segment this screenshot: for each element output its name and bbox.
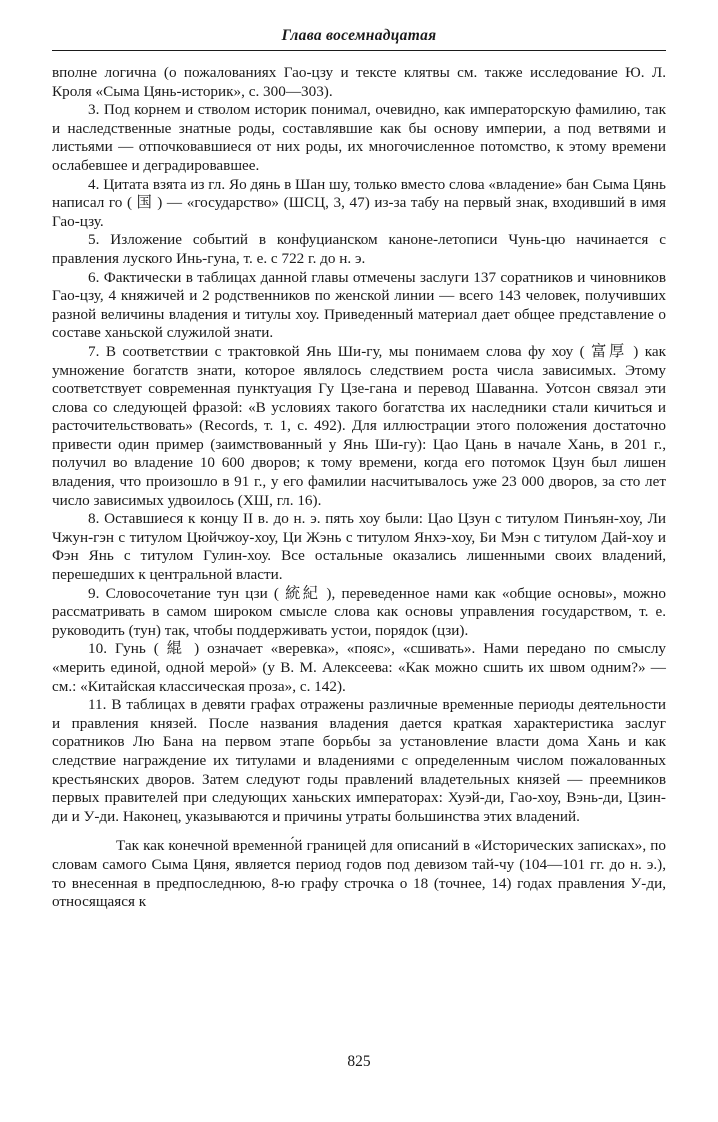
note-3: 3. Под корнем и стволом историк понимал, очевидно, как императорскую фамилию, так и наследственные знатные роды, составлявшие как бы основу империи, а под ветвями и листьями — отпочковавшиеся от них роды, их многочисленное потомство, к этому времени ослабевшее и деградировавшее. [52,101,666,174]
main-text-paragraph: Так как конечной временно́й границей для описаний в «Исторических записках», по словам самого Сыма Цяня, является период годов под девизом тай-чу (104—101 гг. до н. э.), то внесенная в предпоследнюю, 8-ю графу строчка о 18 (точнее, 14) годах правления У-ди, относящаяся к [52,837,666,911]
note-4: 4. Цитата взята из гл. Яо дянь в Шан шу, только вместо слова «владение» бан Сыма Цянь написал го ( 国 ) — «государство» (ШСЦ, 3, 47) из-за табу на первый знак, входивший в имя Гао-цзу. [52,175,666,230]
note-5: 5. Изложение событий в конфуцианском каноне-летописи Чунь-цю начинается с правления луского Инь-гуна, т. е. с 722 г. до н. э. [52,231,666,267]
note-8: 8. Оставшиеся к концу II в. до н. э. пять хоу были: Цао Цзун с титулом Пинъян-хоу, Ли Чжун-гэн с титулом Цюйчжоу-хоу, Ци Жэнь с титулом Янхэ-хоу, Би Мэн с титулом Дай-хоу и Фэн Янь с титулом Гулин-хоу. Все остальные оказались лишенными своих владений, перешедших к центральной власти. [52,510,666,584]
note-continuation: вполне логична (о пожалованиях Гао-цзу и тексте клятвы см. также исследование Ю. Л. Кроля «Сыма Цянь-историк», с. 300—303). [52,64,666,100]
note-11: 11. В таблицах в девяти графах отражены различные временные периоды деятельности и правления князей. После названия владения дается краткая характеристика заслуг соратников Лю Бана на первом этапе борьбы за установление власти дома Хань и как следствие награждение их титулами и владениями с определенным числом пожалованных крестьянских дворов. Затем следуют годы правлений владетельных князей — преемников первых правителей при следующих ханьских императорах: Хуэй-ди, Гао-хоу, Вэнь-ди, Цзин-ди и У-ди. Наконец, указываются и причины утраты большинства этих владений. [52,696,666,825]
note-7: 7. В соответствии с трактовкой Янь Ши-гу, мы понимаем слова фу хоу ( 富厚 ) как умножение богатств знати, которое являлось следствием роста числа зависимых. Этому соответствует современная пунктуация Гу Цзе-гана и перевод Шаванна. Уотсон связал эти слова со следующей фразой: «В условиях такого богатства их наследники стали кичиться и расточительствовать» (Records, т. 1, с. 492). Для иллюстрации этого положения достаточно привести один пример (заимствованный у Янь Ши-гу): Цао Цань в начале Хань, в 201 г., получил во владение 10 600 дворов; к тому времени, когда его потомок Цзун был лишен владения, что произошло в 91 г., у его фамилии насчитывалось уже 23 000 дворов, за сто лет число зависимых удвоилось (ХШ, гл. 16). [52,342,666,509]
note-9: 9. Словосочетание тун цзи ( 統紀 ), переведенное нами как «общие основы», можно рассматривать в самом широком смысле слова как основы управления государством, т. е. руководить (тун) так, чтобы поддерживать устои, порядок (цзи). [52,584,666,639]
note-10: 10. Гунь ( 緄 ) означает «веревка», «пояс», «сшивать». Нами передано по смыслу «мерить единой, одной мерой» (у В. М. Алексеева: «Как можно сшить их швом одним?» — см.: «Китайская классическая проза», с. 142). [52,640,666,695]
note-6: 6. Фактически в таблицах данной главы отмечены заслуги 137 соратников и чиновников Гао-цзу, 4 княжичей и 2 родственников по женской линии — всего 143 человек, получивших разной величины владения и титулы хоу. Приведенный материал дает общее представление о составе ханьской служилой знати. [52,268,666,342]
page-body [52,64,666,912]
page-number: 825 [347,1053,371,1070]
running-header [52,22,666,51]
chapter-title: Глава восемнадцатая [281,27,437,44]
